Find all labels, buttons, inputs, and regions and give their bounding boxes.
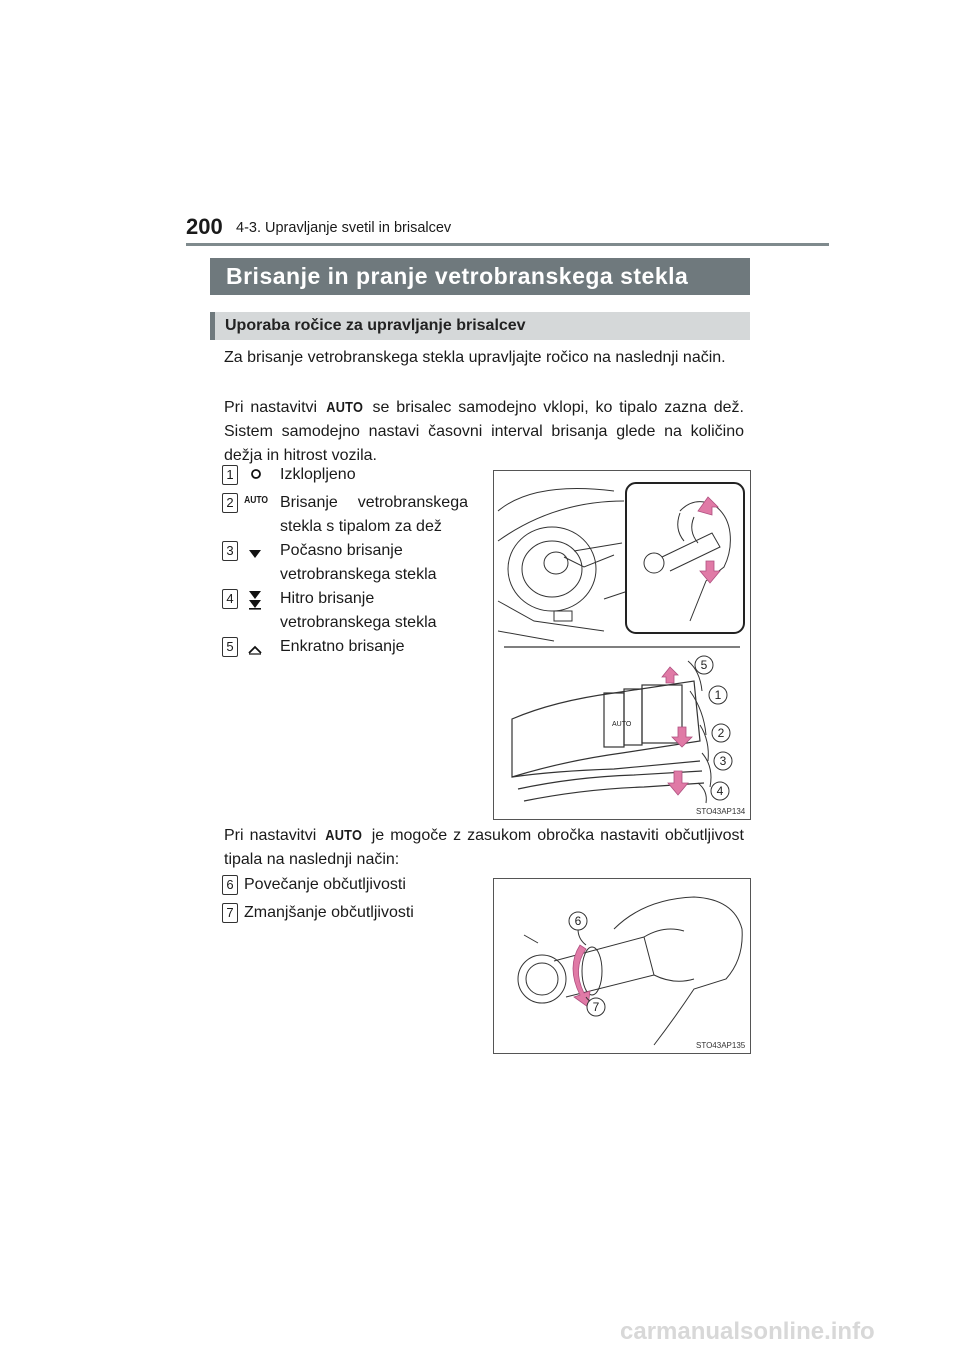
auto-para-before: Pri nastavitvi xyxy=(224,399,318,416)
mode-text-fast: Hitro brisanje vetrobranskega stekla xyxy=(280,590,437,631)
auto-icon: AUTO xyxy=(244,495,269,506)
mode-text-once: Enkratno brisanje xyxy=(280,638,405,655)
footer-watermark: carmanualsonline.info xyxy=(620,1318,875,1345)
circle-icon xyxy=(250,467,262,485)
mode-text-off: Izklopljeno xyxy=(280,466,356,483)
wiper-lever-illustration xyxy=(494,471,750,819)
mode-text-auto: Brisanje vetrobranskega stekla s tipalom za dež xyxy=(280,494,468,535)
callout-3: 3 xyxy=(222,541,238,561)
sens-para-after: je mogoče z zasukom obročka nastaviti občutljivost tipala na naslednji način: xyxy=(224,827,744,868)
mode-text-slow: Počasno brisanje vetrobranskega stekla xyxy=(280,542,437,583)
callout-1: 1 xyxy=(222,465,238,485)
double-down-triangle-icon xyxy=(248,590,262,615)
figure2-callout-7: 7 xyxy=(592,1000,600,1014)
intro-paragraph: Za brisanje vetrobranskega stekla upravljajte ročico na naslednji način. xyxy=(224,349,726,366)
figure1-callout-2: 2 xyxy=(717,726,725,740)
wiper-lever-figure xyxy=(493,470,751,820)
callout-6: 6 xyxy=(222,875,238,895)
figure2-code: STO43AP135 xyxy=(696,1041,746,1050)
page-number: 200 xyxy=(186,214,223,239)
callout-7: 7 xyxy=(222,903,238,923)
sens-para-before: Pri nastavitvi xyxy=(224,827,317,844)
sensitivity-paragraph xyxy=(224,824,744,872)
subsection-title-bar xyxy=(210,312,750,340)
figure1-callout-4: 4 xyxy=(716,784,724,798)
up-chevron-icon xyxy=(248,642,262,660)
section-path: 4-3. Upravljanje svetil in brisalcev xyxy=(236,220,452,236)
sensitivity-ring-illustration xyxy=(494,879,750,1053)
subsection-title: Uporaba ročice za upravljanje brisalcev xyxy=(225,317,526,334)
section-title-bar xyxy=(210,258,750,295)
sensitivity-ring-figure xyxy=(493,878,751,1054)
auto-icon: AUTO xyxy=(326,399,364,416)
lever-auto-label: AUTO xyxy=(612,721,632,728)
auto-para-after: se brisalec samodejno vklopi, ko tipalo zazna dež. Sistem samodejno nastavi časovni interval brisanja glede na količino dežja in hitrost vozila. xyxy=(224,399,744,464)
figure1-callout-3: 3 xyxy=(719,754,727,768)
figure1-code: STO43AP134 xyxy=(696,807,746,816)
sensitivity-decrease: Zmanjšanje občutljivosti xyxy=(244,904,414,921)
auto-paragraph xyxy=(224,396,744,468)
sensitivity-increase: Povečanje občutljivosti xyxy=(244,876,406,893)
callout-5: 5 xyxy=(222,637,238,657)
figure1-callout-5: 5 xyxy=(700,658,708,672)
auto-icon: AUTO xyxy=(325,827,363,844)
section-title: Brisanje in pranje vetrobranskega stekla xyxy=(226,263,689,289)
callout-4: 4 xyxy=(222,589,238,609)
single-down-triangle-icon xyxy=(248,546,262,564)
callout-2: 2 xyxy=(222,493,238,513)
header-rule xyxy=(186,243,829,246)
figure2-callout-6: 6 xyxy=(574,914,582,928)
figure1-callout-1: 1 xyxy=(714,688,722,702)
